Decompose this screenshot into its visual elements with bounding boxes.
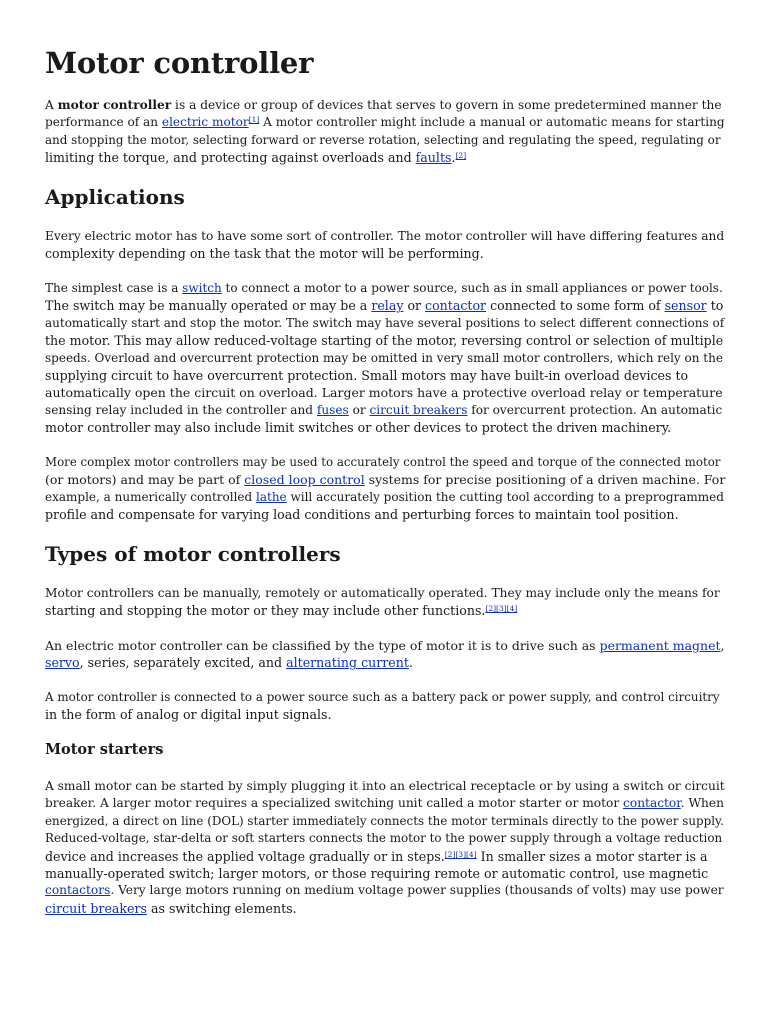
- text-line: More complex motor controllers may be used to accurately control the speed and torque of the connected motor: [45, 455, 721, 469]
- text-line: Motor controllers can be manually, remotely or automatically operated. They may include only the means for: [45, 586, 720, 600]
- link-relay[interactable]: relay: [371, 298, 404, 314]
- paragraph: [45, 778, 725, 917]
- link-fuses[interactable]: fuses: [316, 402, 349, 417]
- text-line: profile and compensate for varying load conditions and perturbing forces to maintain tool position.: [45, 507, 679, 523]
- link-switch[interactable]: switch: [182, 281, 222, 295]
- citation-link[interactable]: [2][3][4]: [444, 849, 477, 859]
- paragraph: [45, 585, 725, 620]
- paragraph: [45, 228, 725, 263]
- text-line: and stopping the motor, selecting forward or reverse rotation, selecting and regulating the speed, regulating or: [45, 132, 721, 147]
- text-line: limiting the torque, and protecting against overloads and faults.[2]: [45, 150, 467, 166]
- link-electric-motor[interactable]: electric motor: [161, 115, 249, 130]
- text-line: Reduced-voltage, star-delta or soft starters connects the motor to the power supply through a voltage reduction: [45, 831, 723, 846]
- citation-link[interactable]: [2]: [455, 151, 467, 161]
- bold-term: motor controller: [57, 98, 172, 112]
- link-sensor[interactable]: sensor: [664, 298, 707, 314]
- section-heading-types: Types of motor controllers: [45, 542, 341, 566]
- text-line: speeds. Overload and overcurrent protection may be omitted in very small motor controllers, which rely on the: [45, 350, 723, 365]
- paragraph: [45, 637, 725, 672]
- text-line: motor controller may also include limit switches or other devices to protect the driven machinery.: [45, 420, 672, 436]
- text-line: circuit breakers as switching elements.: [45, 900, 297, 916]
- text-line: A motor controller is connected to a power source such as a battery pack or power supply, and control circuitry: [45, 690, 720, 704]
- text-line: supplying circuit to have overcurrent protection. Small motors may have built-in overload devices to: [45, 368, 689, 384]
- link-contactors[interactable]: contactors: [45, 883, 111, 898]
- paragraph: [45, 689, 725, 724]
- page-title: Motor controller: [45, 46, 314, 80]
- link-circuit-breakers[interactable]: circuit breakers: [45, 900, 147, 916]
- paragraph: [45, 454, 725, 524]
- text-line: in the form of analog or digital input signals.: [45, 707, 332, 723]
- text-line: breaker. A larger motor requires a specialized switching unit called a motor starter or motor contactor. When: [45, 796, 724, 811]
- paragraph: [45, 280, 725, 437]
- text-line: performance of an electric motor[1] A motor controller might include a manual or automatic means for starting: [45, 115, 725, 130]
- text-line: automatically open the circuit on overload. Larger motors have a protective overload relay or temperature: [45, 385, 723, 401]
- text-line: manually-operated switch; larger motors, or those requiring remote or automatic control, use magnetic: [45, 866, 709, 882]
- link-permanent-magnet[interactable]: permanent magnet: [599, 638, 721, 653]
- text-line: A small motor can be started by simply plugging it into an electrical receptacle or by using a switch or circuit: [45, 779, 725, 793]
- text-line: automatically start and stop the motor. The switch may have several positions to select different connections of: [45, 315, 725, 330]
- text-line: An electric motor controller can be classified by the type of motor it is to drive such as permanent magnet,: [45, 638, 725, 653]
- citation-link[interactable]: [1]: [248, 115, 260, 125]
- link-lathe[interactable]: lathe: [256, 489, 287, 504]
- citation-link[interactable]: [2][3][4]: [485, 604, 518, 614]
- link-faults[interactable]: faults: [415, 150, 452, 166]
- text-line: starting and stopping the motor or they may include other functions.[2][3][4]: [45, 603, 518, 619]
- section-heading-applications: Applications: [45, 185, 185, 209]
- text-line: energized, a direct on line (DOL) starter immediately connects the motor terminals directly to the power supply.: [45, 813, 724, 828]
- text-line: sensing relay included in the controller and fuses or circuit breakers for overcurrent protection. An automatic: [45, 402, 723, 417]
- text-line: (or motors) and may be part of closed loop control systems for precise positioning of a driven machine. For: [45, 472, 726, 488]
- link-alternating-current[interactable]: alternating current: [286, 655, 409, 671]
- text-line: servo, series, separately excited, and alternating current.: [45, 655, 413, 671]
- subsection-heading-motor-starters: Motor starters: [45, 741, 164, 758]
- text-line: contactors. Very large motors running on medium voltage power supplies (thousands of volts) may use power: [45, 883, 724, 898]
- link-closed-loop-control[interactable]: closed loop control: [244, 472, 365, 488]
- link-servo[interactable]: servo: [45, 655, 80, 671]
- text-line: The simplest case is a switch to connect a motor to a power source, such as in small appliances or power tools.: [45, 281, 723, 295]
- text-line: A motor controller is a device or group of devices that serves to govern in some predetermined manner the: [45, 98, 722, 112]
- text-line: example, a numerically controlled lathe will accurately position the cutting tool according to a preprogrammed: [45, 489, 724, 504]
- link-contactor[interactable]: contactor: [425, 298, 487, 314]
- link-contactor[interactable]: contactor: [623, 796, 681, 811]
- text-line: device and increases the applied voltage gradually or in steps.[2][3][4] In smaller sizes a motor starter is a: [45, 848, 708, 864]
- text-line: complexity depending on the task that the motor will be performing.: [45, 246, 484, 262]
- text-line: Every electric motor has to have some sort of controller. The motor controller will have differing features and: [45, 229, 725, 243]
- text-line: the motor. This may allow reduced-voltage starting of the motor, reversing control or selection of multiple: [45, 333, 724, 349]
- text-line: The switch may be manually operated or may be a relay or contactor connected to some form of sensor to: [45, 298, 724, 314]
- link-circuit-breakers[interactable]: circuit breakers: [369, 402, 468, 417]
- intro-paragraph: [45, 97, 725, 167]
